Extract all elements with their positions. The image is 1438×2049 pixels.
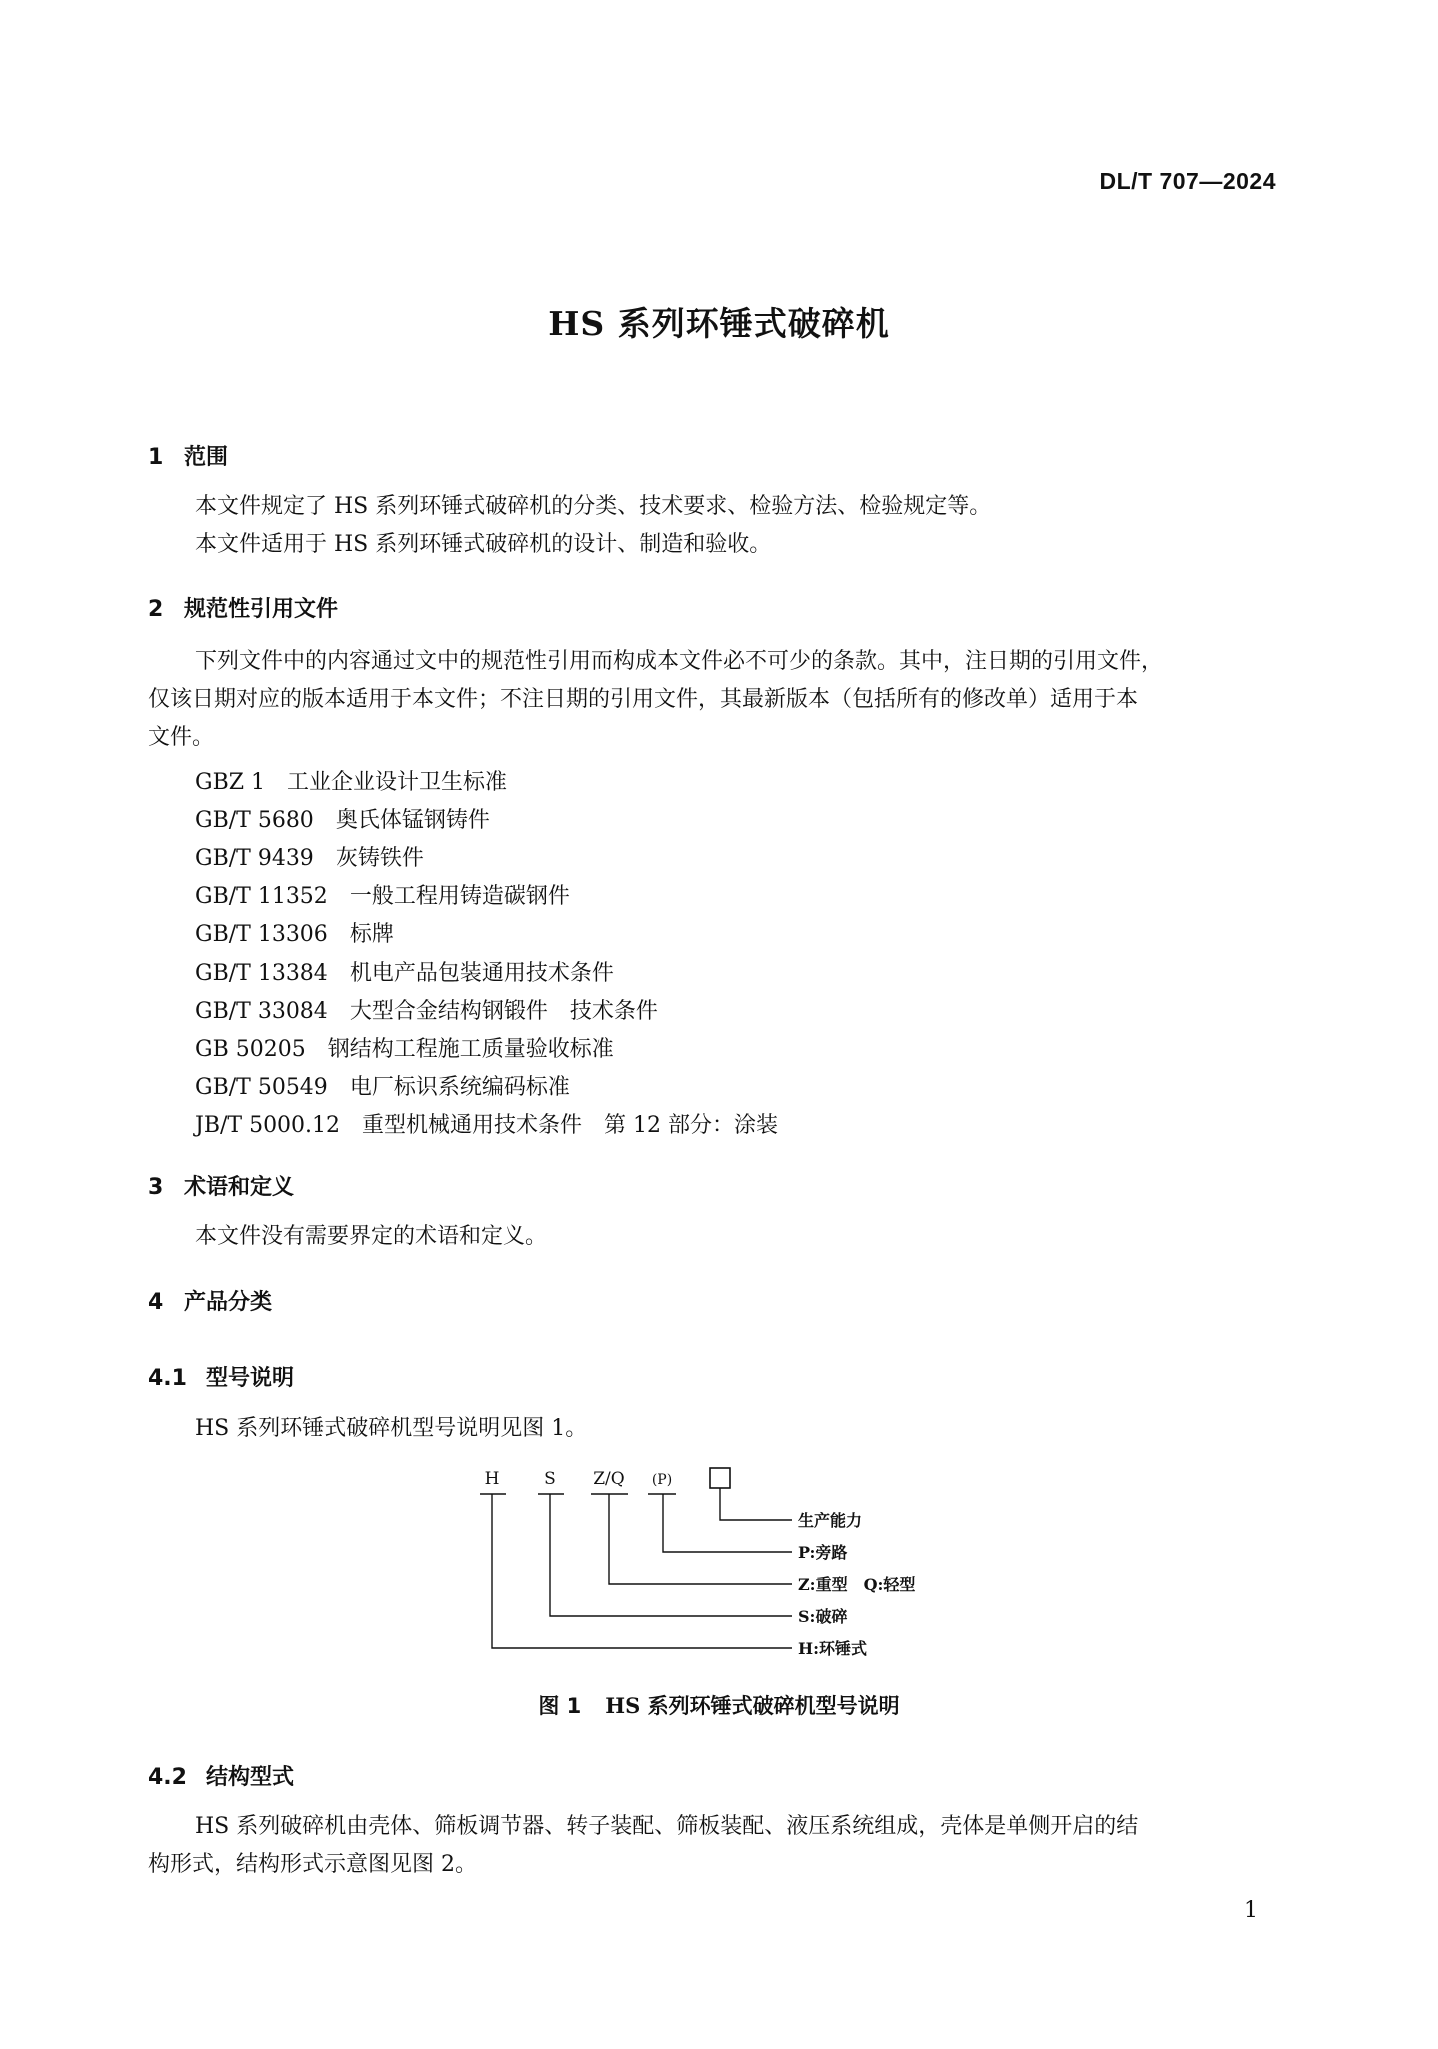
section-number: 4.1 (148, 1366, 187, 1391)
section-title: 结构型式 (206, 1765, 295, 1790)
paragraph: 本文件适用于 HS 系列环锤式破碎机的设计、制造和验收。 (195, 532, 772, 557)
reference-item (195, 994, 658, 1025)
reference-item (195, 1032, 614, 1063)
leader-line-bypass (663, 1494, 792, 1552)
reference-code: GB/T 50549 (195, 1075, 328, 1100)
section-1-heading (148, 440, 228, 471)
leader-line-type (609, 1494, 792, 1584)
legend-text: P:旁路 (798, 1543, 848, 1562)
legend-text: 生产能力 (798, 1511, 863, 1530)
section-4-1-heading (148, 1361, 294, 1392)
reference-code: GB/T 13306 (195, 922, 328, 947)
reference-name: 奥氏体锰钢铸件 (335, 808, 490, 833)
standard-code: DL/T 707—2024 (1099, 168, 1276, 194)
legend-text: S:破碎 (798, 1607, 848, 1626)
reference-code: GB 50205 (195, 1037, 306, 1062)
reference-code: GB/T 11352 (195, 884, 328, 909)
section-number: 1 (148, 445, 164, 470)
document-title: HS 系列环锤式破碎机 (548, 304, 890, 343)
code-letter: S (544, 1469, 556, 1489)
leader-line-capacity (720, 1488, 792, 1520)
code-letter: (P) (651, 1472, 673, 1488)
reference-item (195, 803, 490, 834)
paragraph: 本文件没有需要界定的术语和定义。 (195, 1224, 548, 1249)
reference-code: GB/T 13384 (195, 961, 328, 986)
capacity-box (710, 1468, 730, 1488)
reference-name: 重型机械通用技术条件 第 12 部分：涂装 (362, 1113, 779, 1138)
section-title: 规范性引用文件 (184, 597, 339, 622)
figure-label: 图 1 (538, 1694, 582, 1718)
section-number: 3 (148, 1175, 164, 1200)
reference-item (195, 841, 424, 872)
reference-name: 工业企业设计卫生标准 (287, 770, 508, 795)
reference-name: 标牌 (349, 922, 394, 947)
paragraph: HS 系列环锤式破碎机型号说明见图 1。 (195, 1416, 588, 1441)
reference-name: 一般工程用铸造碳钢件 (349, 884, 570, 909)
section-title: 术语和定义 (184, 1175, 295, 1200)
model-code-diagram (470, 1460, 940, 1670)
paragraph: 下列文件中的内容通过文中的规范性引用而构成本文件必不可少的条款。其中，注日期的引用文件， (195, 649, 1164, 674)
reference-name: 电厂标识系统编码标准 (349, 1075, 570, 1100)
code-letter: Z/Q (593, 1469, 625, 1489)
reference-code: GBZ 1 (195, 770, 266, 795)
reference-item (195, 917, 394, 948)
reference-item (195, 1070, 570, 1101)
section-number: 2 (148, 597, 164, 622)
legend-text: H:环锤式 (798, 1639, 868, 1658)
paragraph: HS 系列破碎机由壳体、筛板调节器、转子装配、筛板装配、液压系统组成，壳体是单侧开启的结 (195, 1814, 1139, 1839)
section-number: 4 (148, 1290, 164, 1315)
reference-code: GB/T 5680 (195, 808, 314, 833)
legend-text: Z:重型 Q:轻型 (798, 1575, 916, 1594)
paragraph: 本文件规定了 HS 系列环锤式破碎机的分类、技术要求、检验方法、检验规定等。 (195, 494, 992, 519)
paragraph: 构形式，结构形式示意图见图 2。 (148, 1852, 477, 1877)
reference-name: 钢结构工程施工质量验收标准 (327, 1037, 614, 1062)
reference-item (195, 765, 507, 796)
section-2-heading (148, 592, 338, 623)
reference-item (195, 1108, 778, 1139)
page-number: 1 (1244, 1898, 1258, 1923)
section-number: 4.2 (148, 1765, 187, 1790)
figure-caption (0, 1690, 1438, 1720)
section-4-heading (148, 1285, 272, 1316)
leader-line-crushing (550, 1494, 792, 1616)
section-title: 产品分类 (184, 1290, 273, 1315)
reference-code: GB/T 33084 (195, 999, 328, 1024)
code-letter: H (484, 1469, 500, 1489)
reference-name: 灰铸铁件 (335, 846, 424, 871)
section-title: 范围 (184, 445, 229, 470)
reference-item (195, 956, 614, 987)
reference-code: GB/T 9439 (195, 846, 314, 871)
reference-code: JB/T 5000.12 (195, 1113, 341, 1138)
paragraph: 文件。 (148, 725, 215, 750)
reference-item (195, 879, 570, 910)
reference-name: 大型合金结构钢锻件 技术条件 (349, 999, 658, 1024)
section-4-2-heading (148, 1760, 294, 1791)
paragraph: 仅该日期对应的版本适用于本文件；不注日期的引用文件，其最新版本（包括所有的修改单）适用于本 (148, 687, 1139, 712)
leader-line-ring-hammer (492, 1494, 792, 1648)
section-title: 型号说明 (206, 1366, 295, 1391)
section-3-heading (148, 1170, 294, 1201)
reference-name: 机电产品包装通用技术条件 (349, 961, 614, 986)
figure-title: HS 系列环锤式破碎机型号说明 (605, 1693, 900, 1718)
